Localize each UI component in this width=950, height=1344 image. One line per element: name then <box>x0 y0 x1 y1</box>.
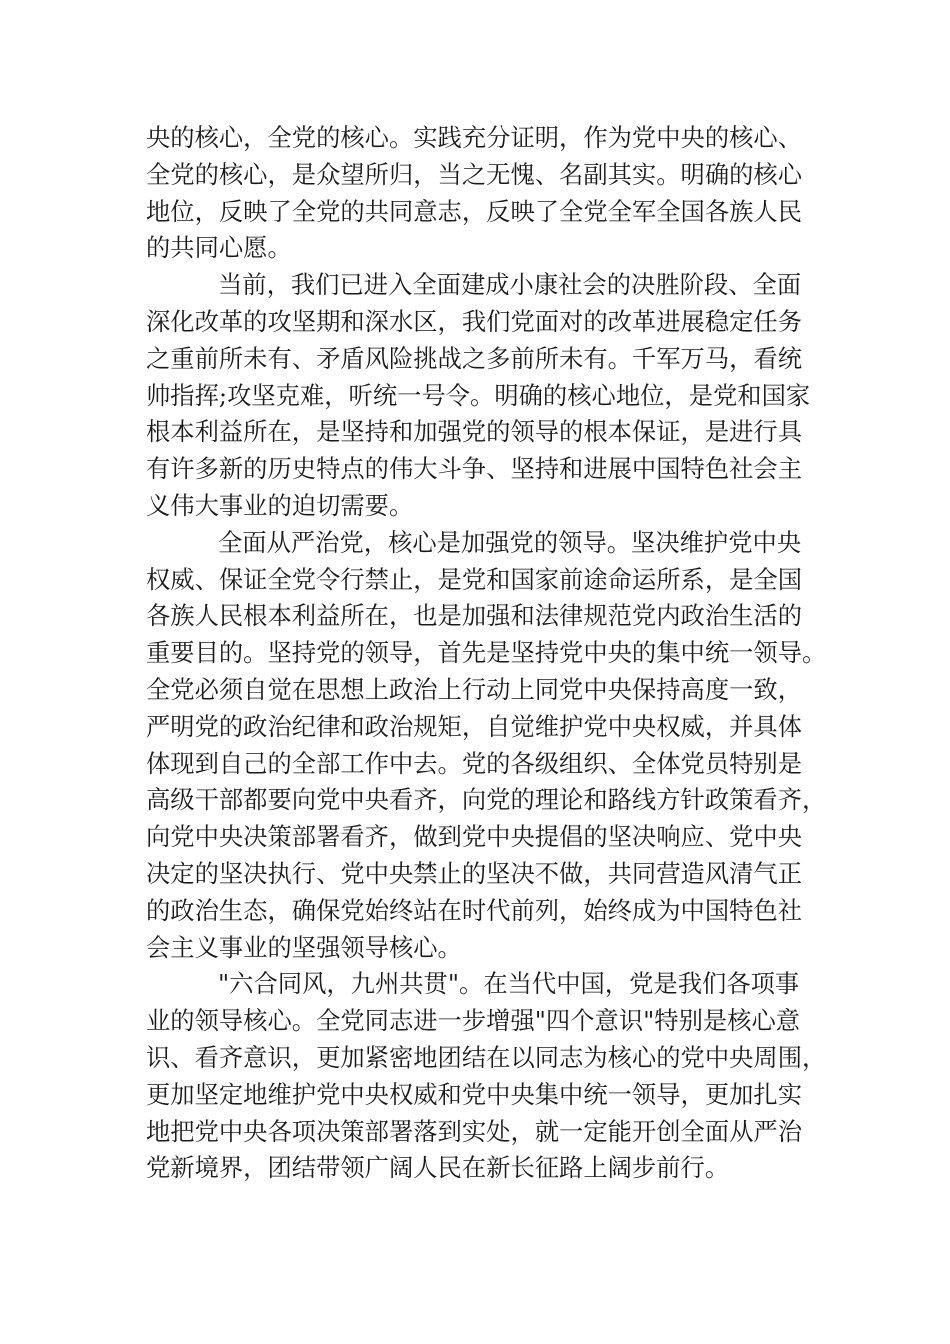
text-line: 义伟大事业的迫切需要。 <box>146 490 414 520</box>
paragraph-first-line: 当前，我们已进入全面建成小康社会的决胜阶段、全面 <box>218 270 802 300</box>
text-line: 之重前所未有、矛盾风险挑战之多前所未有。千军万马，看统 <box>146 343 803 373</box>
text-line: 根本利益所在，是坚持和加强党的领导的根本保证，是进行具 <box>146 417 803 447</box>
text-line: 全党的核心，是众望所归，当之无愧、名副其实。明确的核心 <box>146 159 803 189</box>
paragraph-first-line: "六合同风，九州共贯"。在当代中国，党是我们各项事 <box>218 969 800 999</box>
text-line: 更加坚定地维护党中央权威和党中央集中统一领导，更加扎实 <box>146 1079 803 1109</box>
text-line: 有许多新的历史特点的伟大斗争、坚持和进展中国特色社会主 <box>146 454 803 484</box>
text-line: 决定的坚决执行、党中央禁止的坚决不做，共同营造风清气正 <box>146 858 803 888</box>
text-line: 高级干部都要向党中央看齐，向党的理论和路线方针政策看齐， <box>146 785 827 815</box>
text-line: 央的核心，全党的核心。实践充分证明，作为党中央的核心、 <box>146 123 803 152</box>
text-line: 各族人民根本利益所在，也是加强和法律规范党内政治生活的 <box>146 601 803 631</box>
text-line: 业的领导核心。全党同志进一步增强"四个意识"特别是核心意 <box>146 1006 801 1036</box>
text-line: 的政治生态，确保党始终站在时代前列，始终成为中国特色社 <box>146 895 803 925</box>
text-line: 的共同心愿。 <box>146 233 292 263</box>
paragraph-first-line: 全面从严治党，核心是加强党的领导。坚决维护党中央 <box>218 527 802 557</box>
text-line: 权威、保证全党令行禁止，是党和国家前途命运所系，是全国 <box>146 564 803 594</box>
text-line: 地位，反映了全党的共同意志，反映了全党全军全国各族人民 <box>146 196 803 226</box>
text-line: 识、看齐意识，更加紧密地团结在以同志为核心的党中央周围， <box>146 1042 827 1072</box>
text-line: 体现到自己的全部工作中去。党的各级组织、全体党员特别是 <box>146 748 803 778</box>
text-line: 严明党的政治纪律和政治规矩，自觉维护党中央权威，并具体 <box>146 711 803 741</box>
text-line: 全党必须自觉在思想上政治上行动上同党中央保持高度一致， <box>146 674 803 704</box>
text-line: 地把党中央各项决策部署落到实处，就一定能开创全面从严治 <box>146 1116 803 1146</box>
text-line: 向党中央决策部署看齐，做到党中央提倡的坚决响应、党中央 <box>146 822 803 852</box>
text-line: 重要目的。坚持党的领导，首先是坚持党中央的集中统一领导。 <box>146 638 827 668</box>
text-line: 帅指挥;攻坚克难，听统一号令。明确的核心地位，是党和国家 <box>146 380 811 410</box>
text-line: 党新境界，团结带领广阔人民在新长征路上阔步前行。 <box>146 1153 730 1183</box>
text-line: 会主义事业的坚强领导核心。 <box>146 932 462 962</box>
text-line: 深化改革的攻坚期和深水区，我们党面对的改革进展稳定任务 <box>146 306 803 336</box>
body-text <box>146 120 827 1187</box>
